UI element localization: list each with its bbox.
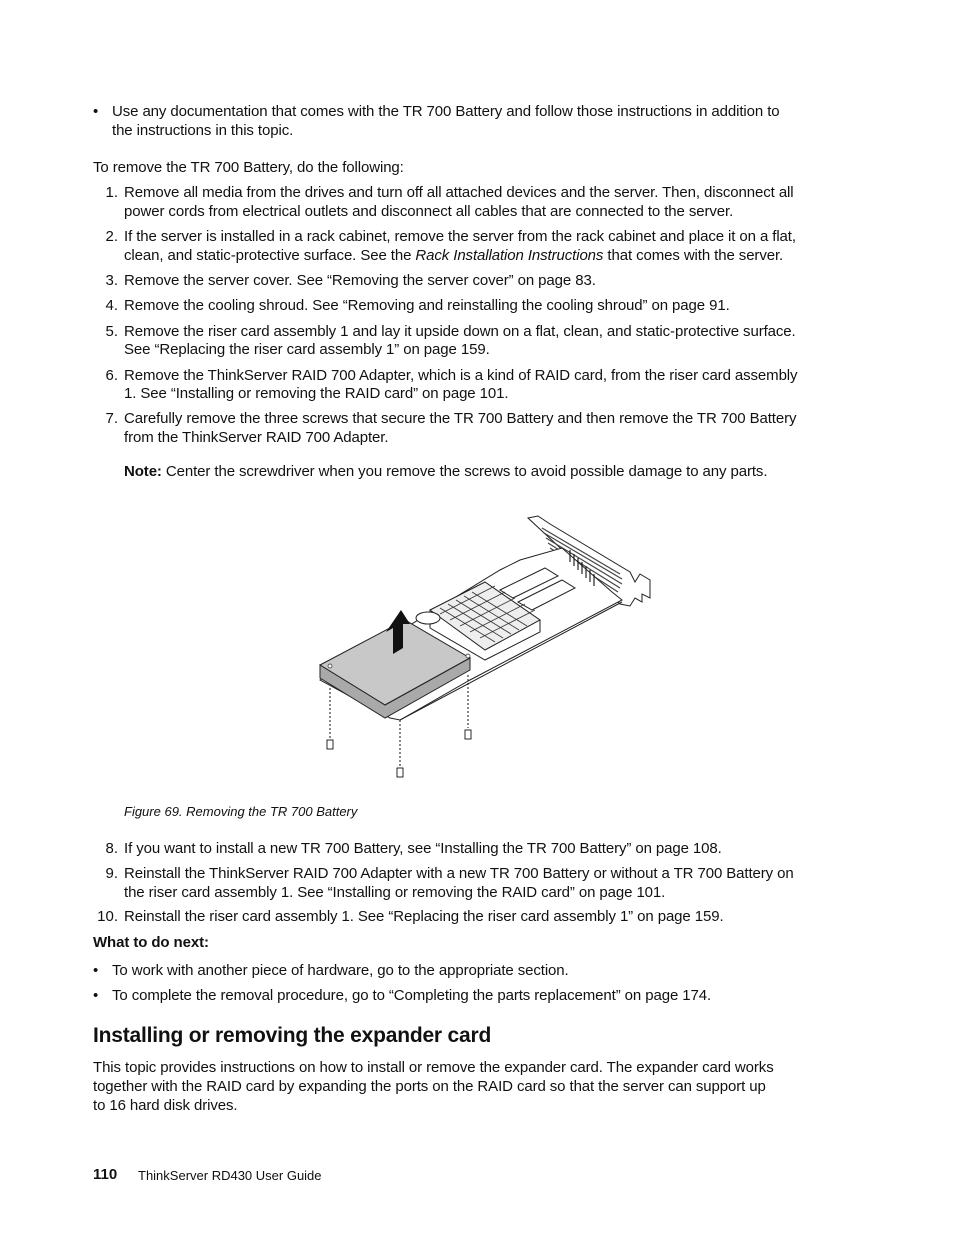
step-2-line-2: [124, 246, 783, 265]
step-number: 6.: [105, 367, 118, 384]
bullet-dot: •: [93, 987, 99, 1004]
page-number: 110: [93, 1166, 118, 1183]
step-number: 7.: [105, 410, 118, 427]
step-2-line-1: If the server is installed in a rack cabinet, remove the server from the rack cabinet and place it on a flat,: [124, 228, 796, 245]
rack-instructions-title: Rack Installation Instructions: [415, 247, 604, 264]
step-7-line-2: from the ThinkServer RAID 700 Adapter.: [124, 429, 389, 446]
step-1-line-1: Remove all media from the drives and turn off all attached devices and the server. Then, disconnect all: [124, 184, 794, 201]
procedure-intro: To remove the TR 700 Battery, do the following:: [93, 159, 404, 176]
step-number: 8.: [105, 840, 118, 857]
section-body-line-2: together with the RAID card by expanding the ports on the RAID card so that the server can support up: [93, 1078, 766, 1095]
step-9-line-2: the riser card assembly 1. See “Installing or removing the RAID card” on page 101.: [124, 884, 666, 901]
step-number: 4.: [105, 297, 118, 314]
note: [124, 462, 767, 481]
step-5-line-2: See “Replacing the riser card assembly 1” on page 159.: [124, 341, 490, 358]
step-8-line-1: If you want to install a new TR 700 Battery, see “Installing the TR 700 Battery” on page 108.: [124, 840, 722, 857]
step-number: 3.: [105, 272, 118, 289]
step-2-text-end: that comes with the server.: [603, 247, 784, 264]
step-number: 9.: [105, 865, 118, 882]
step-number: 1.: [105, 184, 118, 201]
step-1-line-2: power cords from electrical outlets and disconnect all cables that are connected to the server.: [124, 203, 734, 220]
section-body-line-3: to 16 hard disk drives.: [93, 1097, 238, 1114]
raid-adapter-battery-removal-illustration: [300, 510, 670, 790]
what-next-heading: What to do next:: [93, 934, 209, 951]
step-10-line-1: Reinstall the riser card assembly 1. See “Replacing the riser card assembly 1” on page 159.: [124, 908, 724, 925]
step-3-line-1: Remove the server cover. See “Removing the server cover” on page 83.: [124, 272, 596, 289]
bullet-dot: •: [93, 962, 99, 979]
step-6-line-1: Remove the ThinkServer RAID 700 Adapter, which is a kind of RAID card, from the riser card assembly: [124, 367, 798, 384]
step-6-line-2: 1. See “Installing or removing the RAID card” on page 101.: [124, 385, 509, 402]
section-body-line-1: This topic provides instructions on how to install or remove the expander card. The expander card works: [93, 1059, 774, 1076]
step-2-text: clean, and static-protective surface. See the: [124, 247, 416, 264]
note-text: Center the screwdriver when you remove the screws to avoid possible damage to any parts.: [161, 463, 768, 480]
figure-caption: Figure 69. Removing the TR 700 Battery: [124, 804, 358, 819]
step-5-line-1: Remove the riser card assembly 1 and lay it upside down on a flat, clean, and static-protective surface.: [124, 323, 796, 340]
note-label: Note:: [124, 463, 162, 480]
intro-bullet-line-1: Use any documentation that comes with the TR 700 Battery and follow those instructions in addition to: [112, 103, 780, 120]
next-bullet-2: To complete the removal procedure, go to “Completing the parts replacement” on page 174.: [112, 987, 712, 1004]
intro-bullet-line-2: the instructions in this topic.: [112, 122, 294, 139]
step-number: 2.: [105, 228, 118, 245]
step-9-line-1: Reinstall the ThinkServer RAID 700 Adapter with a new TR 700 Battery or without a TR 700 Battery on: [124, 865, 794, 882]
step-number: 10.: [97, 908, 118, 925]
step-number: 5.: [105, 323, 118, 340]
step-7-line-1: Carefully remove the three screws that secure the TR 700 Battery and then remove the TR 700 Battery: [124, 410, 797, 427]
section-title: Installing or removing the expander card: [93, 1024, 492, 1047]
bullet-dot: •: [93, 103, 99, 120]
step-4-line-1: Remove the cooling shroud. See “Removing and reinstalling the cooling shroud” on page 91.: [124, 297, 730, 314]
next-bullet-1: To work with another piece of hardware, go to the appropriate section.: [112, 962, 569, 979]
doc-title: ThinkServer RD430 User Guide: [138, 1168, 322, 1183]
